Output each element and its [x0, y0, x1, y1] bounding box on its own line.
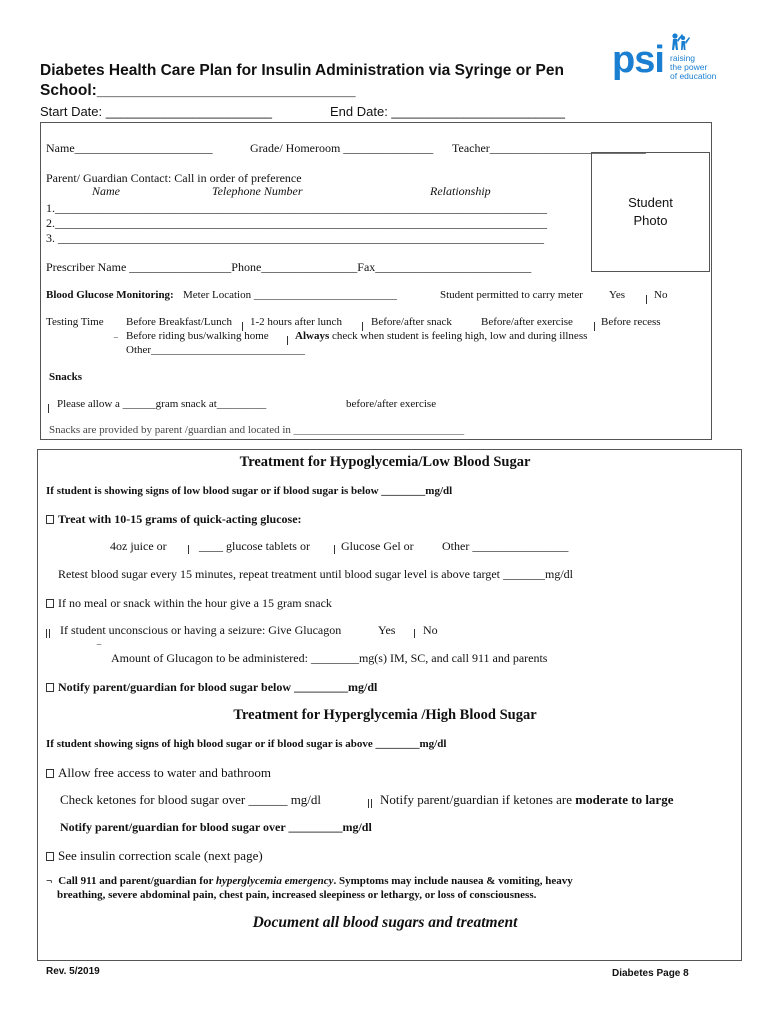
- end-date-field[interactable]: End Date: ________________________: [330, 104, 565, 119]
- option-other-field[interactable]: Other____________________________: [126, 344, 306, 356]
- snacks-heading: Snacks: [49, 371, 83, 383]
- contact-col-relationship: Relationship: [430, 184, 491, 198]
- testing-time-label: Testing Time: [46, 316, 104, 328]
- photo-label-2: Photo: [633, 213, 668, 228]
- snack-location-field[interactable]: Snacks are provided by parent /guardian and located in _______________________________: [49, 424, 465, 436]
- call-911-emphasis: hyperglycemia emergency: [215, 875, 334, 887]
- correction-checkbox[interactable]: [46, 852, 54, 861]
- water-item[interactable]: [46, 765, 271, 781]
- contact-col-phone: Telephone Number: [212, 184, 303, 198]
- always-rest: check when student is feeling high, low and during illness: [329, 330, 588, 342]
- high-signs-field[interactable]: If student showing signs of high blood sugar or if blood sugar is above ________mg/dl: [46, 738, 447, 750]
- option-before-after-snack[interactable]: Before/after snack: [371, 316, 452, 328]
- option-before-bus[interactable]: Before riding bus/walking home: [126, 330, 269, 342]
- contact-line-1[interactable]: 1.__________________________________________________________________________________: [46, 201, 547, 215]
- call-911-line2: breathing, severe abdominal pain, chest pain, increased sleepiness or lethargy, or loss of consciousness.: [57, 889, 537, 901]
- revision-label: Rev. 5/2019: [46, 966, 100, 977]
- glucagon-dash: ‾: [97, 643, 101, 657]
- option-before-breakfast[interactable]: Before Breakfast/Lunch: [126, 316, 232, 328]
- notify-ketones-label: [380, 792, 673, 808]
- contact-col-name: Name: [92, 184, 120, 198]
- psi-logo: [612, 30, 722, 90]
- treat-label: Treat with 10-15 grams of quick-acting glucose:: [58, 512, 302, 526]
- correction-label: See insulin correction scale (next page): [58, 848, 263, 863]
- carry-meter-no[interactable]: No: [654, 289, 668, 301]
- call-911-text-post: . Symptoms may include nausea & vomiting, heavy: [333, 875, 573, 887]
- option-always-check[interactable]: [295, 330, 587, 342]
- option-tablets[interactable]: ____ glucose tablets or: [199, 539, 310, 553]
- snack-allow-field[interactable]: Please allow a ______gram snack at_________: [57, 398, 267, 410]
- carry-meter-no-checkbox[interactable]: [642, 290, 653, 308]
- logo-wordmark: psi: [612, 39, 664, 81]
- water-label: Allow free access to water and bathroom: [58, 765, 271, 780]
- hypoglycemia-heading: Treatment for Hypoglycemia/Low Blood Sugar: [239, 454, 531, 470]
- student-photo-box[interactable]: [591, 152, 710, 272]
- option-before-recess[interactable]: Before recess: [601, 316, 661, 328]
- logo-tagline-3: of education: [670, 71, 717, 81]
- carry-meter-label: Student permitted to carry meter: [440, 289, 583, 301]
- notify-ketones-text: Notify parent/guardian if ketones are: [380, 792, 576, 807]
- call-911-text: Call 911 and parent/guardian for: [58, 875, 216, 887]
- carry-meter-yes[interactable]: Yes: [609, 289, 626, 301]
- photo-label-1: Student: [628, 195, 673, 210]
- always-bold: Always: [295, 330, 330, 342]
- page-number: Diabetes Page 8: [612, 968, 689, 979]
- notify-ketones-bold: moderate to large: [575, 792, 674, 807]
- hyperglycemia-heading: Treatment for Hyperglycemia /High Blood Sugar: [233, 707, 537, 723]
- teacher-field[interactable]: Teacher__________________________: [452, 141, 646, 155]
- document-instruction: Document all blood sugars and treatment: [252, 914, 518, 931]
- glucagon-amount-field[interactable]: Amount of Glucagon to be administered: ________mg(s) IM, SC, and call 911 and parents: [111, 651, 548, 665]
- prescriber-field[interactable]: Prescriber Name _________________Phone________________Fax__________________________: [46, 260, 532, 274]
- start-date-field[interactable]: Start Date: _______________________: [40, 104, 273, 119]
- treat-checkbox[interactable]: [46, 515, 54, 524]
- snack-allow-checkbox[interactable]: [44, 399, 55, 417]
- snack-exercise-label: before/after exercise: [346, 398, 437, 410]
- meter-location-field[interactable]: Meter Location __________________________: [183, 289, 397, 301]
- notify-low-checkbox[interactable]: [46, 683, 54, 692]
- recess-checkbox[interactable]: [590, 317, 601, 335]
- notify-high-label: Notify parent/guardian for blood sugar over _________mg/dl: [60, 820, 372, 834]
- other-dash: ‾: [114, 337, 118, 349]
- notify-low-label: Notify parent/guardian for blood sugar below _________mg/dl: [58, 680, 378, 694]
- call-911-item[interactable]: [46, 875, 573, 887]
- call-911-checkbox[interactable]: ¬: [46, 875, 53, 887]
- school-field[interactable]: School:______________________________: [40, 82, 356, 99]
- logo-tagline-1: raising: [670, 53, 696, 63]
- glucagon-no[interactable]: No: [423, 623, 438, 637]
- tablets-checkbox[interactable]: [184, 540, 195, 558]
- glucose-monitoring-label: Blood Glucose Monitoring:: [46, 289, 174, 301]
- student-name-field[interactable]: Name_______________________: [46, 141, 213, 155]
- contact-line-3[interactable]: 3. _________________________________________________________________________________: [46, 231, 544, 245]
- option-after-lunch[interactable]: 1-2 hours after lunch: [250, 316, 342, 328]
- notify-low-item[interactable]: [46, 680, 377, 695]
- contact-line-2[interactable]: 2.__________________________________________________________________________________: [46, 216, 547, 230]
- retest-field[interactable]: Retest blood sugar every 15 minutes, repeat treatment until blood sugar level is above target _______mg/dl: [58, 567, 573, 581]
- option-other[interactable]: Other ________________: [442, 539, 569, 553]
- no-meal-item[interactable]: [46, 596, 332, 611]
- contact-heading: Parent/ Guardian Contact: Call in order of preference: [46, 171, 302, 185]
- gel-checkbox[interactable]: [330, 540, 341, 558]
- correction-item[interactable]: [46, 848, 263, 864]
- option-juice[interactable]: 4oz juice or: [110, 539, 167, 553]
- treat-glucose-item[interactable]: [46, 512, 302, 527]
- option-before-after-exercise[interactable]: Before/after exercise: [481, 316, 573, 328]
- no-meal-label: If no meal or snack within the hour give a 15 gram snack: [58, 596, 332, 610]
- grade-homeroom-field[interactable]: Grade/ Homeroom _______________: [250, 141, 434, 155]
- ketones-field[interactable]: Check ketones for blood sugar over ______ mg/dl: [60, 792, 322, 807]
- glucagon-no-checkbox[interactable]: [410, 624, 421, 642]
- logo-tagline-2: the power: [670, 62, 708, 72]
- water-checkbox[interactable]: [46, 769, 54, 778]
- low-signs-field[interactable]: If student is showing signs of low blood sugar or if blood sugar is below ________mg/dl: [46, 485, 453, 497]
- page-title: Diabetes Health Care Plan for Insulin Administration via Syringe or Pen: [40, 62, 564, 79]
- unconscious-checkbox[interactable]: [42, 624, 52, 642]
- notify-ketones-checkbox[interactable]: [364, 794, 374, 812]
- glucagon-yes[interactable]: Yes: [378, 623, 396, 637]
- option-gel[interactable]: Glucose Gel or: [341, 539, 414, 553]
- no-meal-checkbox[interactable]: [46, 599, 54, 608]
- notify-high-field[interactable]: [60, 820, 372, 835]
- unconscious-label: If student unconscious or having a seizure: Give Glucagon: [60, 623, 342, 637]
